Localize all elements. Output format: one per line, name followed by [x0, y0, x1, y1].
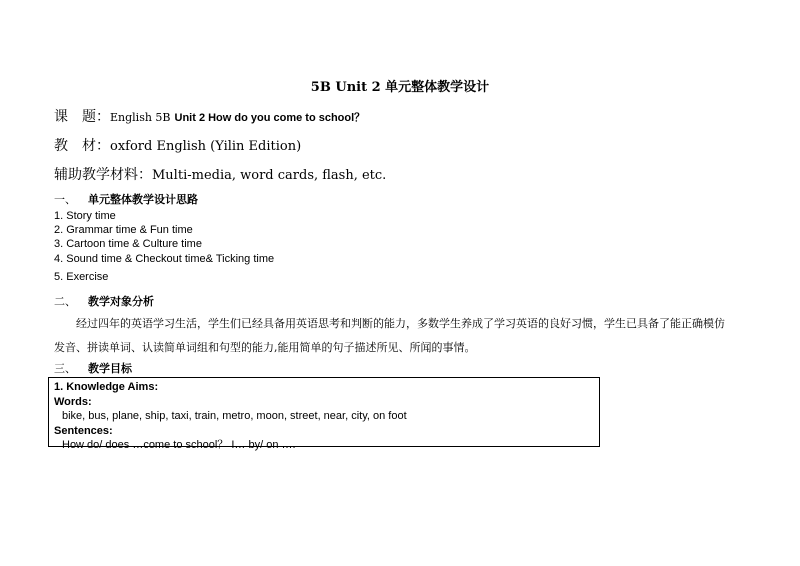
section3-number: 三、	[54, 362, 76, 375]
textbook-value: oxford English (Yilin Edition)	[110, 139, 302, 154]
topic-colon: ：	[96, 109, 110, 125]
knowledge-aims-box	[48, 377, 600, 451]
topic-row	[54, 106, 365, 126]
list-item: 4. Sound time & Checkout time& Ticking time	[54, 253, 275, 265]
topic-value: Unit 2 How do you come to school？	[174, 112, 366, 124]
sentences-text: How do/ does …come to school？ I… by/ on ….	[62, 439, 296, 451]
materials-label: 辅助教学材料	[54, 167, 138, 183]
list-item: 1. Story time	[54, 210, 116, 222]
list-item: 5. Exercise	[54, 271, 109, 283]
section3-heading	[54, 360, 132, 376]
topic-label: 课 题	[54, 109, 96, 125]
section2-title: 教学对象分析	[88, 295, 154, 308]
section3-title: 教学目标	[88, 362, 132, 375]
materials-row	[54, 164, 386, 184]
textbook-label: 教 材	[54, 138, 96, 154]
aims-heading: 1. Knowledge Aims:	[54, 381, 159, 393]
textbook-colon: ：	[96, 138, 110, 154]
textbook-row	[54, 135, 301, 155]
materials-colon: ：	[138, 167, 152, 183]
analysis-paragraph: 经过四年的英语学习生活，学生们已经具备用英语思考和判断的能力，多数学生养成了学习英语的良好习惯，学生已具备了能正确模仿发音、拼读单词、认读简单词组和句型的能力,能用简单的句子描述所见、所闻的事情。	[54, 317, 725, 354]
materials-value: Multi-media, word cards, flash, etc.	[152, 168, 387, 183]
section2-heading	[54, 293, 154, 309]
section1-title: 单元整体教学设计思路	[88, 193, 198, 206]
section1-heading	[54, 191, 198, 207]
words-label: Words:	[54, 395, 92, 408]
sentences-label: Sentences:	[54, 424, 113, 437]
words-list: bike, bus, plane, ship, taxi, train, metro, moon, street, near, city, on foot	[62, 410, 407, 422]
list-item: 3. Cartoon time & Culture time	[54, 238, 202, 250]
section2-number: 二、	[54, 295, 76, 308]
section1-number: 一、	[54, 193, 76, 206]
list-item: 2. Grammar time & Fun time	[54, 224, 193, 236]
topic-prefix: English 5B	[110, 111, 171, 124]
document-title: 5B Unit 2 单元整体教学设计	[310, 80, 490, 95]
